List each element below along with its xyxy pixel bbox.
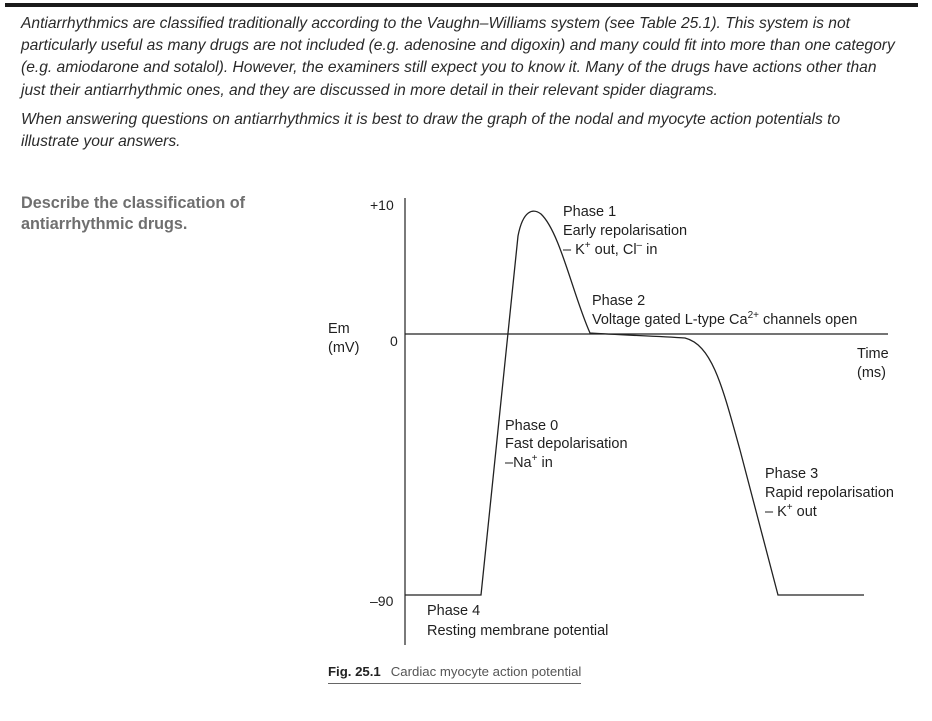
y-tick-minus90: –90: [370, 593, 394, 609]
question-heading: Describe the classification of antiarrhythmic drugs.: [21, 194, 246, 233]
figure-caption: [328, 664, 581, 684]
y-label-mv: (mV): [328, 340, 360, 356]
y-tick-plus10: +10: [370, 197, 394, 213]
caption-text: Cardiac myocyte action potential: [390, 664, 582, 679]
phase0-desc: Fast depolarisation: [505, 436, 628, 452]
phase0-ions: –Na+ in: [505, 453, 553, 471]
phase3-ions: – K+ out: [765, 502, 817, 520]
phase1-desc: Early repolarisation: [563, 223, 688, 239]
action-potential-curve: [405, 211, 864, 595]
phase1-ions: – K+ out, Cl– in: [563, 240, 658, 258]
y-label-em: Em: [328, 321, 350, 337]
intro-paragraph-1: Antiarrhythmics are classified traditionally according to the Vaughn–Williams system (see Table 25.1). This system is not particularly useful as many drugs are not included (e.g. adenosine and digoxin) and many could fit into more than one category (e.g. amiodarone and sotalol). However, the examiners still expect you to know it. Many of the drugs have actions other than just their antiarrhythmic ones, and they are discussed in more detail in their relevant spider diagrams.: [21, 15, 895, 99]
x-label-ms: (ms): [857, 365, 886, 381]
phase1-title: Phase 1: [563, 204, 617, 220]
phase3-title: Phase 3: [765, 466, 819, 482]
caption-number: Fig. 25.1: [328, 664, 381, 679]
y-tick-zero: 0: [390, 333, 398, 349]
phase4-title: Phase 4: [427, 603, 481, 619]
x-label-time: Time: [857, 346, 889, 362]
phase0-title: Phase 0: [505, 418, 559, 434]
phase2-title: Phase 2: [592, 293, 646, 309]
phase3-desc: Rapid repolarisation: [765, 485, 894, 501]
phase4-desc: Resting membrane potential: [427, 623, 609, 639]
phase2-desc: Voltage gated L-type $Ca^{2+}$ channels open: [592, 310, 858, 328]
intro-paragraph-2: When answering questions on antiarrhythmics it is best to draw the graph of the nodal and myocyte action potentials to illustrate your answers.: [21, 110, 841, 151]
